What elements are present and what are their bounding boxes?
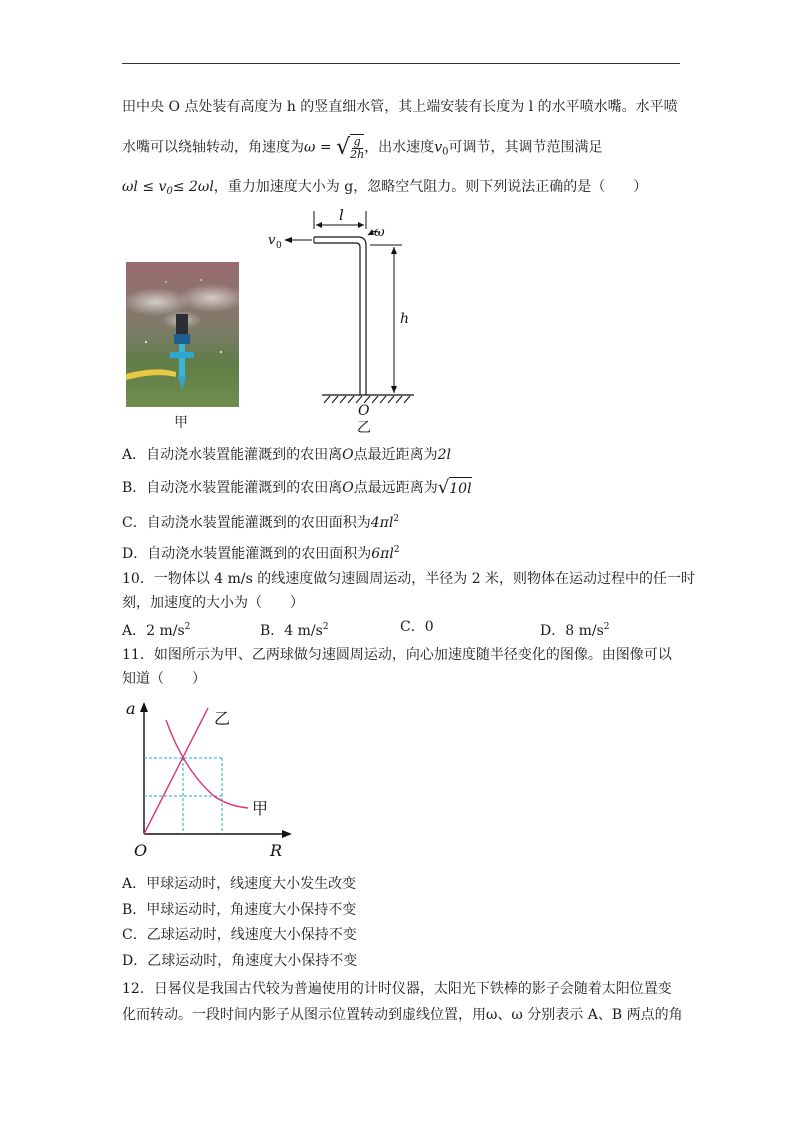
q9-option-c: C．自动浇水装置能灌溉到的农田面积为$4\pi l^2$ [122, 514, 400, 531]
q9-option-a: A．自动浇水装置能灌溉到的农田离O点最近距离为2l [122, 447, 451, 463]
curve-jia-label: 甲 [252, 799, 269, 818]
fraction: $\frac{g}{2h}$ [350, 135, 365, 161]
label-v0: v [268, 233, 276, 248]
x-axis-label: R [270, 841, 283, 860]
q10-stem-line2: 刻，加速度的大小为（ ） [122, 595, 304, 611]
label-O: O [358, 403, 370, 419]
q10-option-d: D．8 $m/s^2$ [540, 622, 610, 639]
x-axis-arrow [282, 830, 292, 838]
acceleration-radius-graph [122, 700, 302, 860]
y-axis-arrow [140, 702, 148, 712]
curve-yi [144, 708, 208, 834]
q11-option-a: A．甲球运动时，线速度大小发生改变 [122, 876, 357, 892]
q11-option-b: B．甲球运动时，角速度大小保持不变 [122, 902, 357, 918]
range-expression: ωl ≤ v [122, 179, 167, 195]
origin-label: O [134, 841, 148, 860]
q11-stem-line1: 11．如图所示为甲、乙两球做匀速圆周运动，向心加速度随半径变化的图像。由图像可以 [122, 647, 672, 663]
q11-option-d: D．乙球运动时，角速度大小保持不变 [122, 953, 358, 969]
sqrt-expression: √ $\frac{g}{2h}$ [336, 134, 365, 161]
omega-eq: ω = [304, 139, 332, 156]
label-omega: ω [374, 225, 385, 240]
q9-option-d: D．自动浇水装置能灌溉到的农田面积为$6\pi l^2$ [122, 545, 400, 562]
q12-stem-line1: 12．日晷仪是我国古代较为普遍使用的计时仪器，太阳光下铁棒的影子会随着太阳位置变 [122, 981, 672, 997]
q10-option-c: C．0 [400, 619, 434, 635]
q10-option-a: A．2 $m/s^2$ [122, 622, 191, 639]
sprinkler-photo [126, 262, 239, 407]
q11-option-c: C．乙球运动时，线速度大小保持不变 [122, 927, 357, 943]
q9-stem-line1: 田中央 O 点处装有高度为 h 的竖直细水管，其上端安装有长度为 l 的水平喷水嘴。水平喷 [122, 99, 678, 115]
q12-stem-line2: 化而转动。一段时间内影子从图示位置转动到虚线位置，用ω、ω 分别表示 A、B 两点的角 [122, 1007, 683, 1023]
q9-stem-text: 水嘴可以绕轴转动，角速度为 [122, 139, 304, 156]
label-h: h [400, 311, 410, 327]
y-axis-label: a [126, 700, 136, 718]
q9-stem-line3: $\omega l \le v_0\le 2\omega l$，重力加速度大小为 g，忽略空气阻力。则下列说法正确的是（ ） [122, 179, 648, 197]
fig-caption-jia: 甲 [174, 415, 188, 431]
pipe-diagram [262, 205, 442, 440]
q10-stem-line1: 10．一物体以 4 m/s 的线速度做匀速圆周运动，半径为 2 米，则物体在运动过程中的任一时 [122, 571, 696, 587]
q11-stem-line2: 知道（ ） [122, 671, 206, 687]
q9-stem-line2: 水嘴可以绕轴转动，角速度为ω = √ $\frac{g}{2h}$ ，出水速度$v_0$可调节，其调节范围满足 [122, 134, 603, 161]
q9-option-b: B．自动浇水装置能灌溉到的农田离O点最远距离为 √ 10l [122, 477, 472, 498]
fig-caption-yi: 乙 [357, 420, 371, 436]
label-l: l [339, 206, 344, 224]
label-v0-sub: 0 [276, 241, 282, 251]
guide-lines [144, 758, 222, 834]
header-rule [122, 63, 680, 64]
q10-option-b: B．4 $m/s^2$ [260, 622, 329, 639]
curve-yi-label: 乙 [214, 709, 231, 728]
curve-jia [166, 720, 248, 808]
